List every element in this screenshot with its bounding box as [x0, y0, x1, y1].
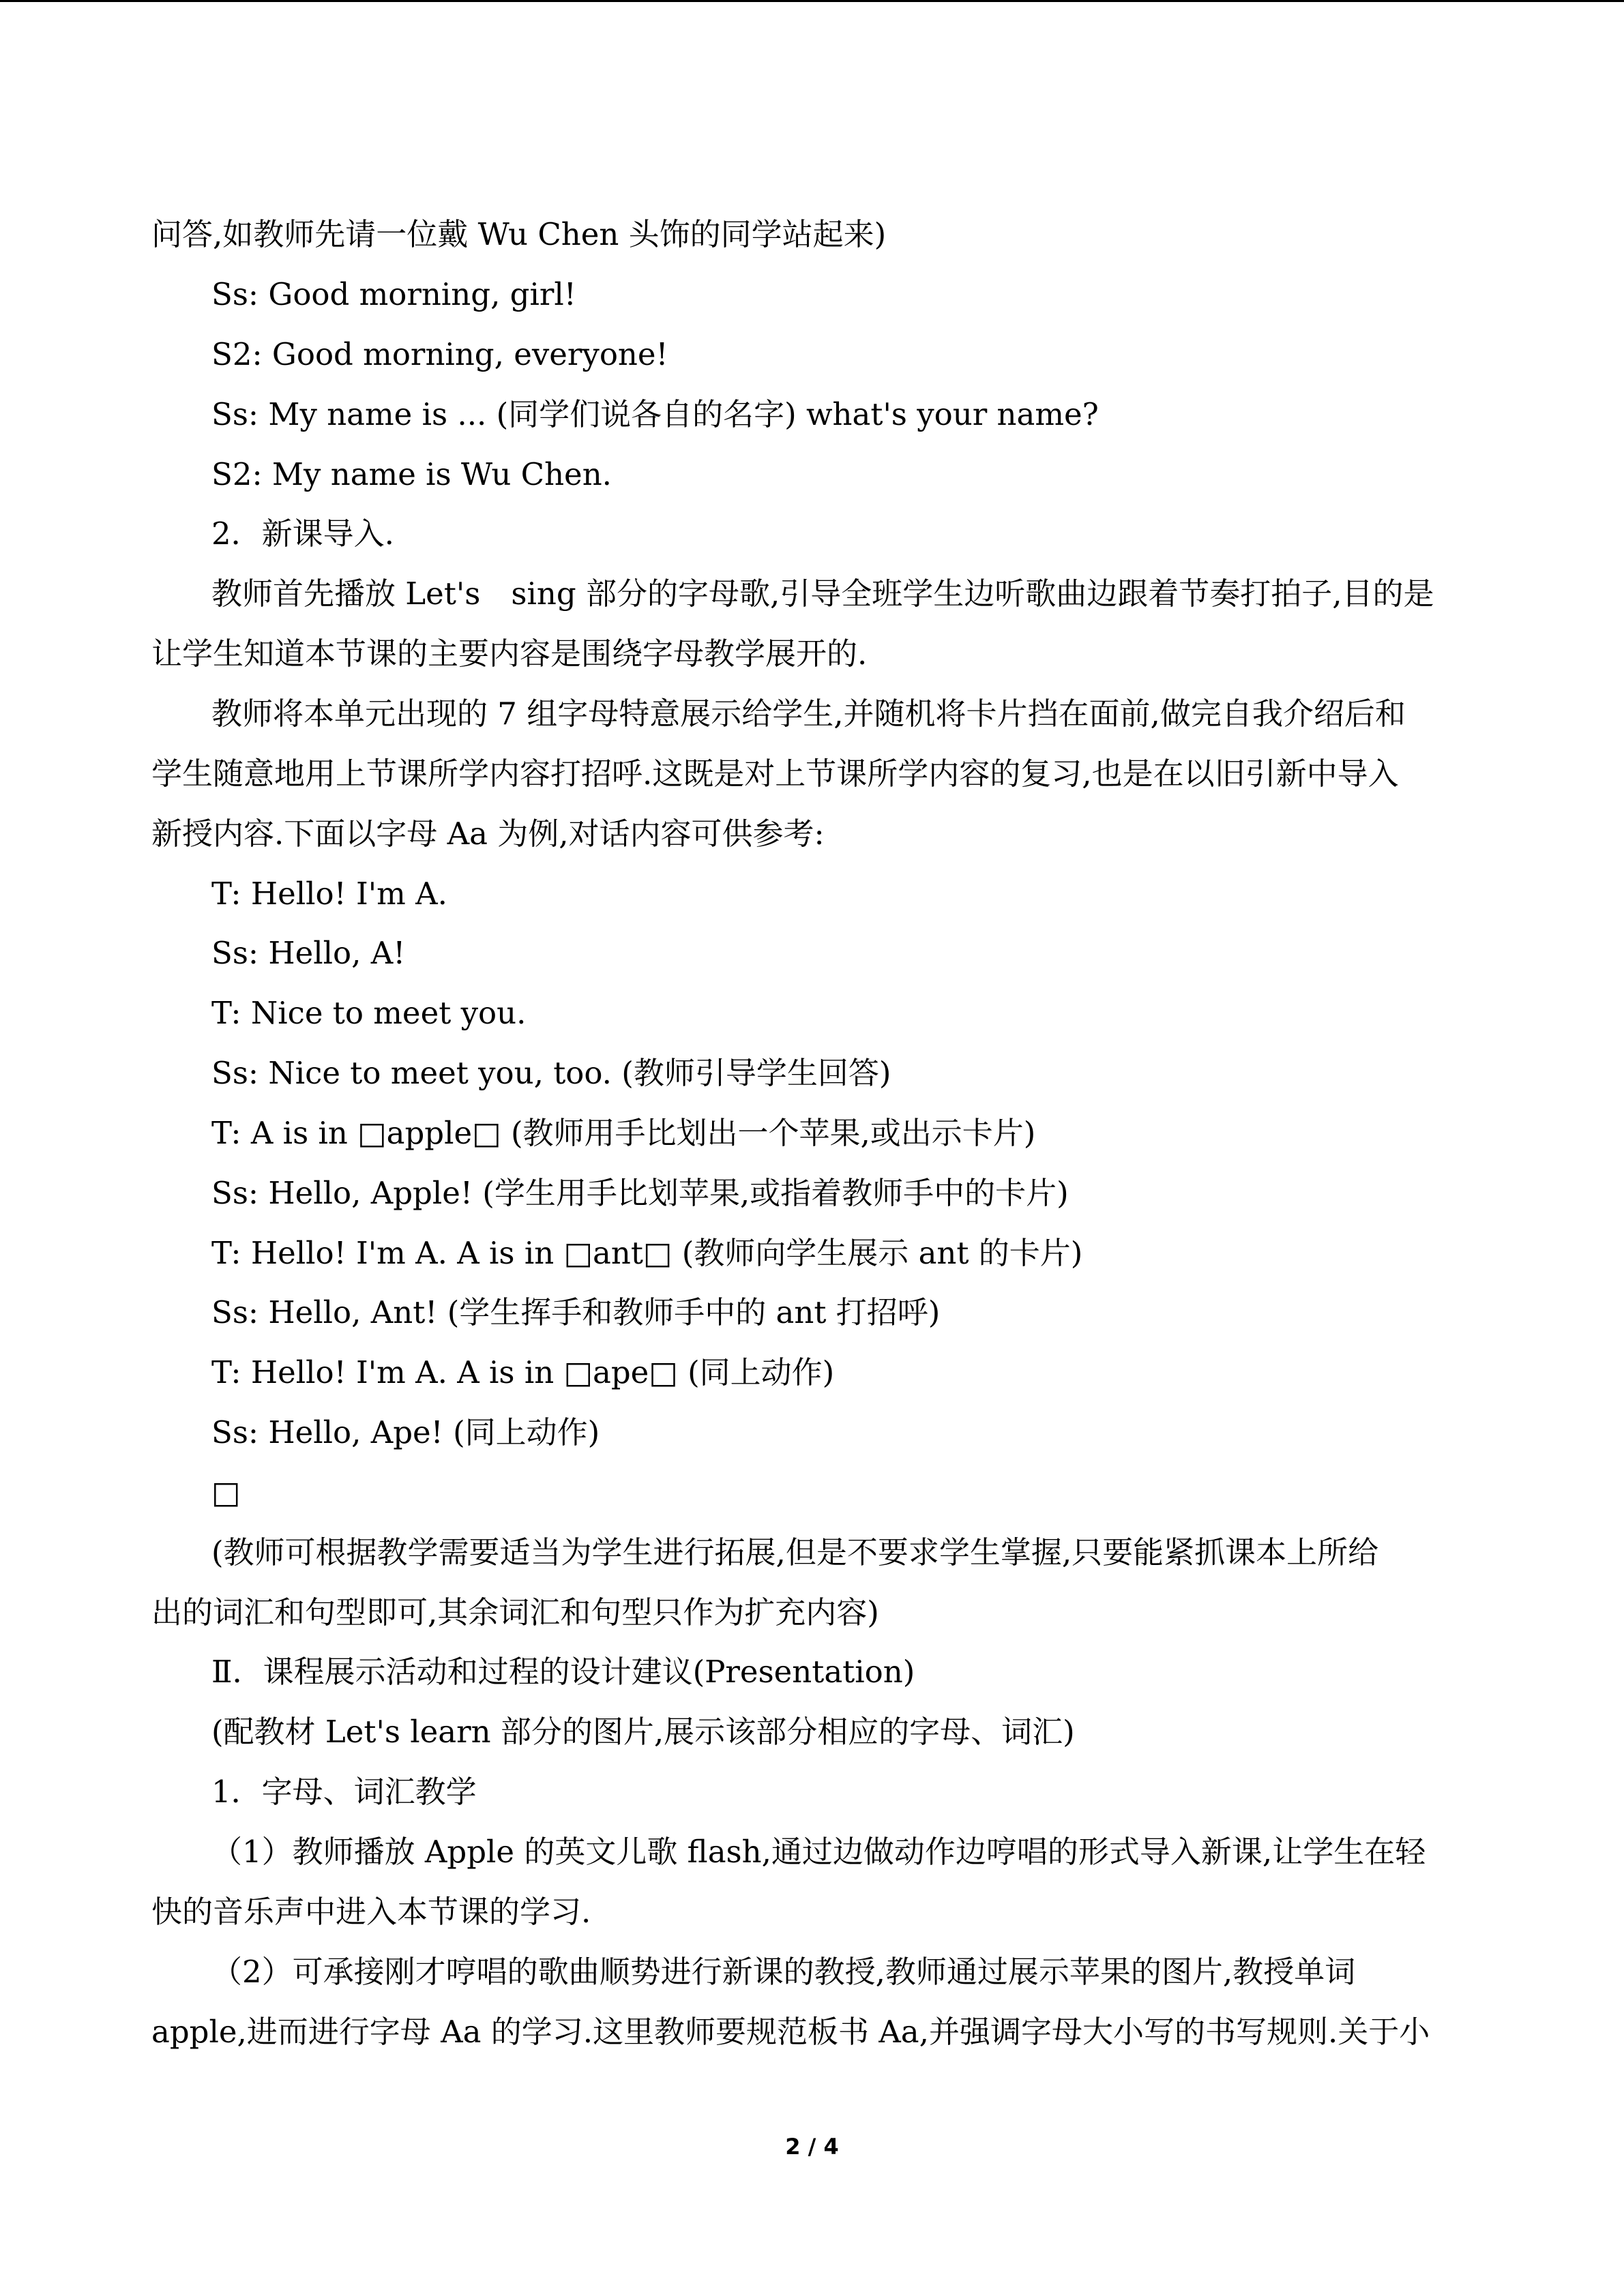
dialogue-line: Ss: Hello, Ant! (学生挥手和教师手中的 ant 打招呼) — [211, 1294, 941, 1330]
dialogue-line: T: Hello! I'm A. A is in □ape□ (同上动作) — [211, 1354, 835, 1390]
page-number: 2 / 4 — [785, 2134, 839, 2160]
missing-glyph-box: □ — [211, 1474, 241, 1510]
subsection-heading: 1．字母、词汇教学 — [211, 1774, 477, 1810]
text-line: (配教材 Let's learn 部分的图片,展示该部分相应的字母、词汇) — [211, 1714, 1075, 1750]
text-line: 让学生知道本节课的主要内容是围绕字母教学展开的. — [151, 636, 868, 672]
text-line: 出的词汇和句型即可,其余词汇和句型只作为扩充内容) — [151, 1594, 879, 1630]
dialogue-line: Ss: Hello, A! — [211, 935, 406, 971]
dialogue-line: Ss: Hello, Ape! (同上动作) — [211, 1414, 600, 1450]
dialogue-line: Ss: Good morning, girl! — [211, 276, 576, 312]
dialogue-line: S2: Good morning, everyone! — [211, 336, 668, 372]
text-line: 教师首先播放 Let's sing 部分的字母歌,引导全班学生边听歌曲边跟着节奏打拍子,目的是 — [211, 576, 1434, 612]
dialogue-line: Ss: Nice to meet you, too. (教师引导学生回答) — [211, 1055, 891, 1091]
dialogue-line: T: Hello! I'm A. A is in □ant□ (教师向学生展示 ant 的卡片) — [211, 1235, 1083, 1271]
dialogue-line: Ss: Hello, Apple! (学生用手比划苹果,或指着教师手中的卡片) — [211, 1175, 1069, 1211]
text-line: (教师可根据教学需要适当为学生进行拓展,但是不要求学生掌握,只要能紧抓课本上所给 — [211, 1534, 1379, 1570]
dialogue-line: T: Nice to meet you. — [211, 995, 527, 1031]
text-line: 学生随意地用上节课所学内容打招呼.这既是对上节课所学内容的复习,也是在以旧引新中导入 — [151, 756, 1399, 792]
text-line: apple,进而进行字母 Aa 的学习.这里教师要规范板书 Aa,并强调字母大小写的书写规则.关于小 — [151, 2014, 1430, 2050]
section-heading: Ⅱ．课程展示活动和过程的设计建议(Presentation) — [211, 1654, 915, 1690]
text-line: （2）可承接刚才哼唱的歌曲顺势进行新课的教授,教师通过展示苹果的图片,教授单词 — [211, 1954, 1356, 1990]
text-line: 快的音乐声中进入本节课的学习. — [151, 1894, 591, 1930]
text-line: 教师将本单元出现的 7 组字母特意展示给学生,并随机将卡片挡在面前,做完自我介绍后和 — [211, 696, 1406, 732]
text-line: 问答,如教师先请一位戴 Wu Chen 头饰的同学站起来) — [151, 216, 887, 252]
dialogue-line: T: A is in □apple□ (教师用手比划出一个苹果,或出示卡片) — [211, 1115, 1036, 1151]
text-line: （1）教师播放 Apple 的英文儿歌 flash,通过边做动作边哼唱的形式导入新课,让学生在轻 — [211, 1834, 1426, 1870]
dialogue-line: T: Hello! I'm A. — [211, 876, 447, 912]
text-line: 新授内容.下面以字母 Aa 为例,对话内容可供参考: — [151, 816, 825, 852]
section-heading: 2．新课导入. — [211, 516, 394, 552]
dialogue-line: S2: My name is Wu Chen. — [211, 456, 612, 492]
dialogue-line: Ss: My name is ... (同学们说各自的名字) what's your name? — [211, 396, 1099, 432]
